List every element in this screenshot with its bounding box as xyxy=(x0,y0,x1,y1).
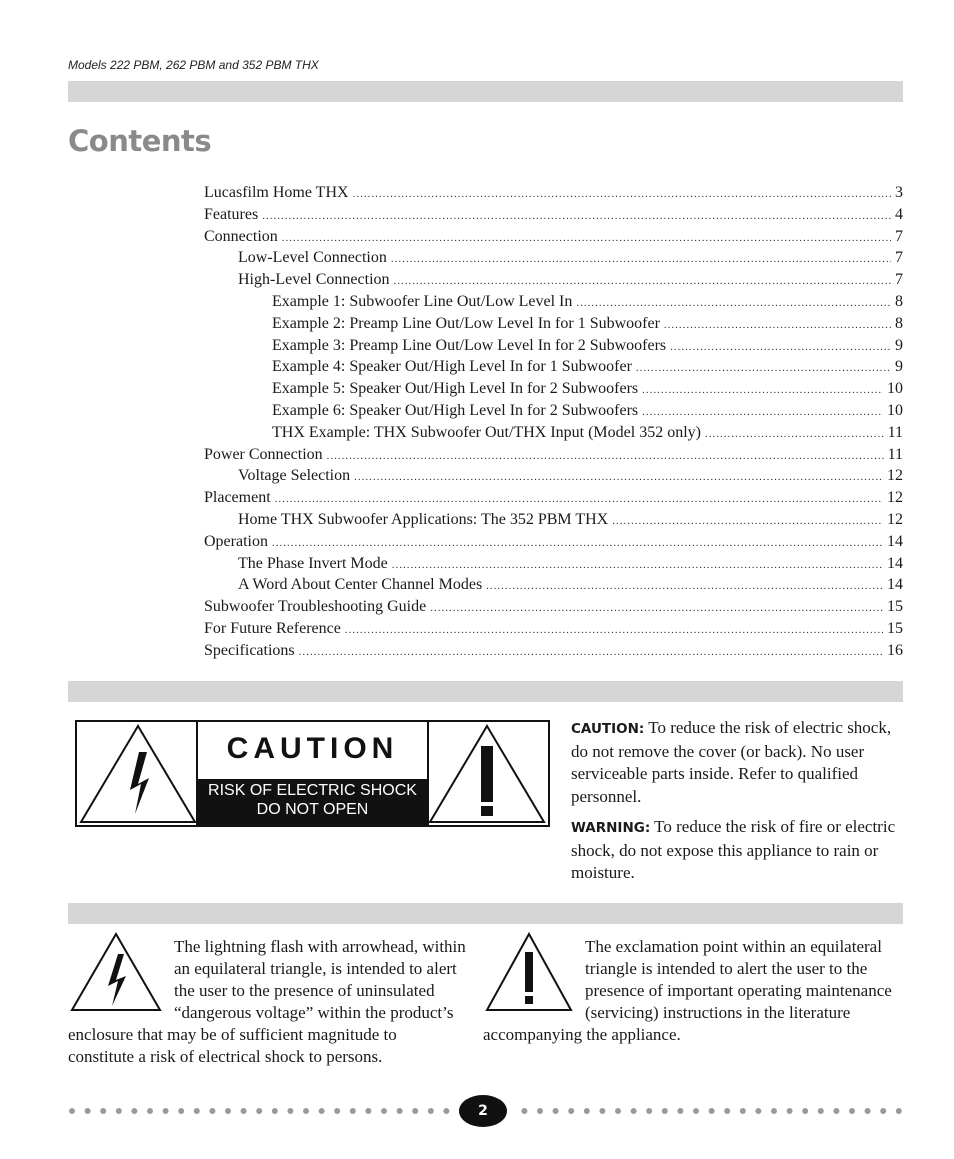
toc-entry-title: Features xyxy=(204,205,259,223)
toc-dot-leader xyxy=(299,642,883,664)
toc-dot-leader xyxy=(262,206,891,228)
warning-notice-text: To reduce the risk of fire or electric shock, do not expose this appliance to rain or moisture. xyxy=(571,817,896,882)
toc-entry xyxy=(204,269,903,291)
lightning-explanation-text: The lightning flash with arrowhead, within an equilateral triangle, is intended to alert the user to the presence of uninsulated “dangerous voltage” within the product’s enclosure that may be of sufficient magnitude to constitute a risk of electrical shock to persons. xyxy=(68,937,466,1066)
page-number: 2 xyxy=(459,1095,507,1127)
toc-entry xyxy=(204,378,903,400)
toc-entry-title: Example 4: Speaker Out/High Level In for 1 Subwoofer xyxy=(272,358,632,376)
table-of-contents xyxy=(204,182,903,662)
toc-entry xyxy=(204,226,903,248)
toc-entry-page: 10 xyxy=(887,401,903,419)
caution-label xyxy=(75,720,550,827)
caution-notice-label: CAUTION: xyxy=(571,721,645,737)
toc-entry-title: Low-Level Connection xyxy=(238,249,387,267)
toc-entry-title: Connection xyxy=(204,227,278,245)
divider-bar-middle xyxy=(68,681,903,702)
warning-notice xyxy=(571,816,911,885)
toc-entry xyxy=(204,356,903,378)
toc-entry xyxy=(204,487,903,509)
caution-line-1: RISK OF ELECTRIC SHOCK xyxy=(208,782,417,799)
toc-entry-page: 12 xyxy=(887,489,903,507)
toc-entry-page: 15 xyxy=(887,598,903,616)
toc-entry-page: 11 xyxy=(887,423,903,441)
toc-dot-leader xyxy=(394,271,891,293)
toc-entry-page: 15 xyxy=(887,619,903,637)
toc-entry xyxy=(204,204,903,226)
model-header: Models 222 PBM, 262 PBM and 352 PBM THX xyxy=(68,58,319,72)
toc-entry xyxy=(204,444,903,466)
toc-entry-title: Voltage Selection xyxy=(238,467,351,485)
toc-entry-page: 8 xyxy=(895,292,903,310)
lightning-triangle-icon xyxy=(68,930,164,1022)
toc-entry xyxy=(204,422,903,444)
toc-entry-title: Subwoofer Troubleshooting Guide xyxy=(204,598,427,616)
toc-entry-title: The Phase Invert Mode xyxy=(238,554,388,572)
toc-dot-leader xyxy=(642,402,883,424)
caution-heading: CAUTION xyxy=(226,732,399,765)
divider-bar-lower xyxy=(68,903,903,924)
toc-entry-title: Power Connection xyxy=(204,445,323,463)
toc-entry-title: Home THX Subwoofer Applications: The 352 PBM THX xyxy=(238,510,609,528)
caution-notice-text: To reduce the risk of electric shock, do not remove the cover (or back). No user serviceable parts inside. Refer to qualified personnel. xyxy=(571,718,892,806)
exclamation-triangle-icon xyxy=(430,726,544,822)
page-title: Contents xyxy=(68,124,212,158)
toc-entry-title: High-Level Connection xyxy=(238,271,390,289)
toc-entry xyxy=(204,247,903,269)
toc-entry xyxy=(204,182,903,204)
toc-dot-leader xyxy=(282,228,891,250)
toc-entry-page: 11 xyxy=(887,445,903,463)
toc-entry-title: Operation xyxy=(204,532,268,550)
toc-entry-page: 7 xyxy=(895,249,903,267)
toc-entry-title: Example 6: Speaker Out/High Level In for 2 Subwoofers xyxy=(272,401,639,419)
toc-entry xyxy=(204,640,903,662)
caution-notices xyxy=(571,717,911,893)
toc-entry-page: 10 xyxy=(887,380,903,398)
toc-entry-page: 12 xyxy=(887,467,903,485)
toc-dot-leader xyxy=(392,555,883,577)
toc-entry xyxy=(204,509,903,531)
toc-dot-leader xyxy=(705,424,884,446)
toc-entry xyxy=(204,465,903,487)
toc-dot-leader xyxy=(275,489,883,511)
toc-entry-page: 4 xyxy=(895,205,903,223)
toc-entry-page: 7 xyxy=(895,271,903,289)
toc-entry-page: 3 xyxy=(895,184,903,201)
toc-dot-leader xyxy=(354,467,883,489)
toc-entry-page: 8 xyxy=(895,314,903,332)
toc-entry-page: 9 xyxy=(895,358,903,376)
toc-entry-page: 12 xyxy=(887,510,903,528)
toc-entry xyxy=(204,553,903,575)
toc-entry-title: Placement xyxy=(204,489,271,507)
toc-entry xyxy=(204,531,903,553)
lightning-triangle-icon xyxy=(81,726,195,822)
toc-dot-leader xyxy=(272,533,883,555)
toc-entry-title: For Future Reference xyxy=(204,619,341,637)
exclamation-explanation-text: The exclamation point within an equilateral triangle is intended to alert the user to the presence of important operating maintenance (servicing) instructions in the literature accompanying the appliance. xyxy=(483,937,892,1044)
toc-entry-title: Lucasfilm Home THX xyxy=(204,184,349,201)
toc-entry-title: Example 2: Preamp Line Out/Low Level In for 1 Subwoofer xyxy=(272,314,660,332)
toc-dot-leader xyxy=(576,293,891,315)
caution-line-2: DO NOT OPEN xyxy=(256,801,369,818)
toc-entry-title: THX Example: THX Subwoofer Out/THX Input (Model 352 only) xyxy=(272,423,701,441)
toc-entry-title: Example 1: Subwoofer Line Out/Low Level In xyxy=(272,292,573,310)
toc-entry-page: 16 xyxy=(887,641,903,659)
toc-entry xyxy=(204,618,903,640)
toc-dot-leader xyxy=(486,576,883,598)
toc-entry xyxy=(204,574,903,596)
toc-entry-page: 14 xyxy=(887,554,903,572)
toc-dot-leader xyxy=(642,380,883,402)
toc-entry-title: A Word About Center Channel Modes xyxy=(238,576,483,594)
toc-dot-leader xyxy=(353,184,891,206)
toc-entry xyxy=(204,313,903,335)
toc-dot-leader xyxy=(391,249,891,271)
toc-entry xyxy=(204,596,903,618)
caution-notice xyxy=(571,717,911,808)
toc-dot-leader xyxy=(670,337,891,359)
toc-dot-leader xyxy=(636,358,891,380)
toc-entry-page: 9 xyxy=(895,336,903,354)
toc-entry xyxy=(204,335,903,357)
exclamation-triangle-icon xyxy=(483,930,575,1022)
lightning-explanation xyxy=(68,936,466,1068)
exclamation-explanation xyxy=(483,936,903,1046)
toc-entry-title: Example 3: Preamp Line Out/Low Level In for 2 Subwoofers xyxy=(272,336,667,354)
toc-dot-leader xyxy=(612,511,883,533)
toc-entry-page: 14 xyxy=(887,576,903,594)
toc-entry-title: Example 5: Speaker Out/High Level In for 2 Subwoofers xyxy=(272,380,639,398)
toc-dot-leader xyxy=(327,446,884,468)
divider-bar-top xyxy=(68,81,903,102)
warning-notice-label: WARNING: xyxy=(571,820,651,836)
toc-dot-leader xyxy=(430,598,883,620)
toc-entry-page: 7 xyxy=(895,227,903,245)
toc-entry xyxy=(204,291,903,313)
toc-dot-leader xyxy=(345,620,883,642)
toc-dot-leader xyxy=(664,315,891,337)
toc-entry xyxy=(204,400,903,422)
toc-entry-page: 14 xyxy=(887,532,903,550)
toc-entry-title: Specifications xyxy=(204,641,295,659)
